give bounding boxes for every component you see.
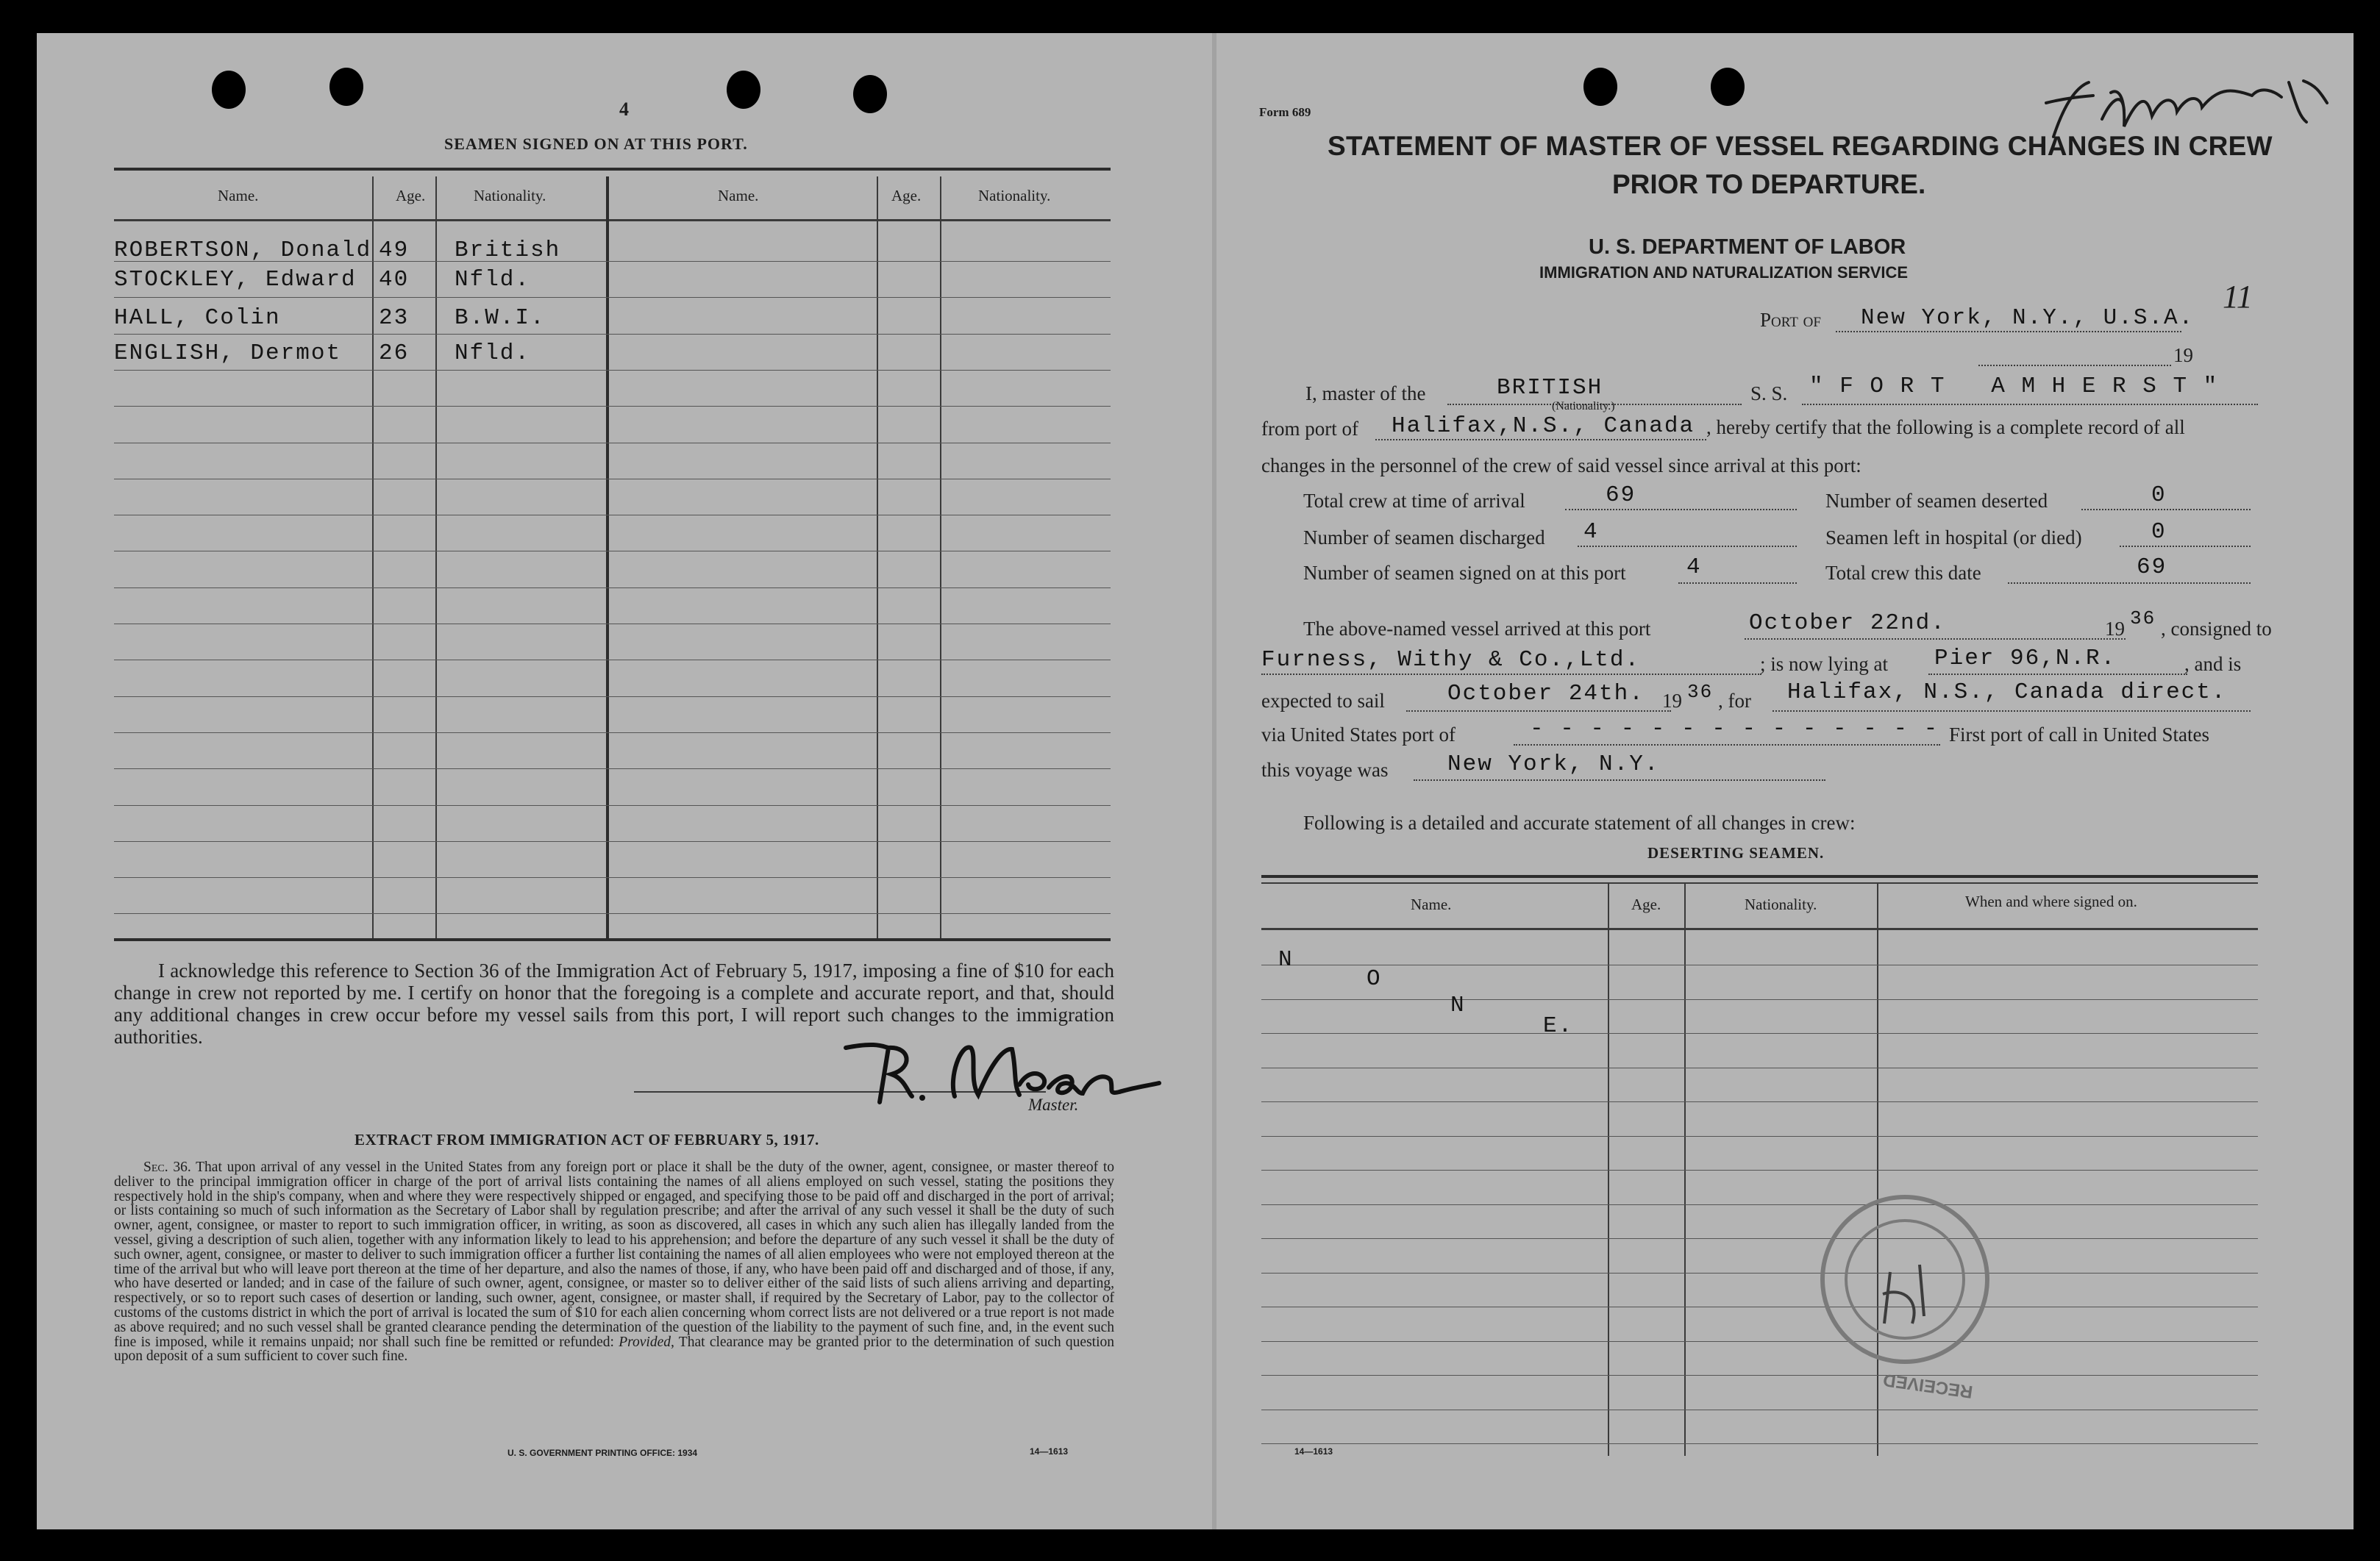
row-rule (114, 370, 1111, 371)
stamp-received-text: RECEIVED (1881, 1369, 1974, 1402)
certify-text: , hereby certify that the following is a complete record of all (1706, 416, 2185, 438)
left-hospital: 0 (2151, 519, 2167, 545)
vessel-nationality: BRITISH (1497, 375, 1603, 401)
arrived-year: 36 (2130, 607, 2156, 629)
deserting-top-rule (1261, 875, 2258, 878)
none-letter: O (1367, 966, 1382, 992)
crew-name: STOCKLEY, Edward (114, 267, 357, 293)
total-crew-arrival: 69 (1606, 482, 1636, 508)
acknowledgement-text: I acknowledge this reference to Section 36 of the Immigration Act of February 5, 1917, imposing a fine of $10 for each change in crew not reported by me. I certify on honor that the foregoing is a complete and accurate report, and that, should any additional changes in crew occur before my vessel sails from this port, I will report such changes to the immigration authorities. (114, 960, 1114, 1048)
year-line (1978, 365, 2171, 366)
first-port-value: New York, N.Y. (1447, 751, 1660, 777)
from-port-label: from port of (1261, 418, 1358, 440)
form-number: Form 689 (1259, 105, 1311, 119)
row-rule (1261, 1443, 2258, 1444)
row-rule (114, 587, 1111, 588)
first-port-line (1414, 779, 1825, 781)
col-header-nationality: Nationality. (474, 187, 546, 204)
crew-age: 26 (379, 340, 410, 366)
row-rule (1261, 1033, 2258, 1034)
department: U. S. DEPARTMENT OF LABOR (1589, 235, 1906, 259)
deserting-title: DESERTING SEAMEN. (1647, 844, 1825, 862)
row-rule (1261, 1375, 2258, 1376)
via-label: via United States port of (1261, 724, 1456, 746)
via-line (1514, 744, 1940, 746)
master-of-the-label: I, master of the (1305, 382, 1426, 404)
deserting-col-divider (1684, 882, 1686, 1456)
col-divider (877, 176, 878, 941)
sail-date: October 24th. (1447, 681, 1645, 707)
crew-name: ENGLISH, Dermot (114, 340, 342, 366)
total-crew-date-label: Total crew this date (1825, 562, 1981, 584)
punch-hole (853, 75, 887, 113)
row-rule (114, 334, 1111, 335)
none-letter: N (1450, 993, 1466, 1018)
sail-date-line (1406, 710, 1671, 712)
col-divider (606, 176, 609, 941)
deserting-col-age: Age. (1631, 896, 1661, 913)
from-port-value: Halifax,N.S., Canada (1392, 413, 1695, 439)
row-rule (1261, 1170, 2258, 1171)
table-top-rule (114, 168, 1111, 171)
destination: Halifax, N.S., Canada direct. (1787, 679, 2227, 705)
deserting-col-name: Name. (1411, 896, 1452, 913)
page-number: 4 (619, 99, 629, 120)
deserting-header-rule (1261, 928, 2258, 930)
row-rule (114, 768, 1111, 769)
row-rule (1261, 1273, 2258, 1274)
and-is-label: , and is (2184, 653, 2242, 675)
arrived-year-prefix: 19 (2105, 618, 2125, 640)
col-header-name: Name. (218, 187, 259, 204)
row-rule (114, 406, 1111, 407)
col-header-age: Age. (396, 187, 426, 204)
row-rule (114, 841, 1111, 842)
changes-text: changes in the personnel of the crew of said vessel since arrival at this port: (1261, 454, 1861, 476)
master-label: Master. (1028, 1096, 1079, 1114)
vessel-line (1802, 404, 2258, 405)
row-rule (114, 913, 1111, 914)
crew-age: 23 (379, 305, 410, 331)
received-stamp (1795, 1176, 2015, 1390)
nationality-caption: (Nationality.) (1552, 400, 1615, 412)
lying-line (1928, 674, 2187, 675)
section-36-text (114, 1160, 1114, 1364)
col-divider (372, 176, 374, 941)
seamen-deserted-label: Number of seamen deserted (1825, 490, 2048, 512)
crew-age: 40 (379, 267, 410, 293)
left-hospital-label: Seamen left in hospital (or died) (1825, 526, 2082, 549)
seamen-discharged: 4 (1583, 519, 1599, 545)
row-rule (1261, 1101, 2258, 1102)
row-rule (114, 297, 1111, 298)
col-header-age-2: Age. (891, 187, 922, 204)
total-crew-arrival-label: Total crew at time of arrival (1303, 490, 1525, 512)
total-crew-arrival-line (1565, 509, 1797, 510)
master-signature (831, 1026, 1184, 1107)
row-rule (1261, 1341, 2258, 1342)
printing-office: U. S. GOVERNMENT PRINTING OFFICE: 1934 (507, 1448, 698, 1458)
arrived-value: October 22nd. (1749, 610, 1946, 636)
seamen-deserted-line (2081, 509, 2251, 510)
page-fold (1212, 33, 1216, 1529)
arrived-line (1745, 638, 2126, 640)
col-divider (435, 176, 437, 941)
crew-age: 49 (379, 237, 410, 263)
crew-nationality: British (455, 237, 561, 263)
table-bottom-rule (114, 938, 1111, 941)
signed-on: 4 (1686, 554, 1702, 580)
port-value: New York, N.Y., U.S.A. (1861, 305, 2195, 331)
destination-line (1772, 710, 2251, 712)
handwritten-number: 11 (2223, 279, 2253, 315)
total-crew-date: 69 (2137, 554, 2167, 580)
none-letter: E. (1543, 1013, 1574, 1039)
left-form-code: 14—1613 (1030, 1446, 1069, 1457)
service: IMMIGRATION AND NATURALIZATION SERVICE (1539, 263, 1909, 282)
deserting-top-rule-2 (1261, 882, 2258, 884)
sail-year-prefix: 19 (1662, 690, 1682, 712)
from-port-line (1375, 439, 1706, 440)
consigned-label: , consigned to (2161, 618, 2272, 640)
seamen-deserted: 0 (2151, 482, 2167, 508)
for-label: , for (1718, 690, 1751, 712)
arrived-label: The above-named vessel arrived at this port (1303, 618, 1651, 640)
row-rule (1261, 1136, 2258, 1137)
port-line (1836, 331, 2181, 332)
following-text: Following is a detailed and accurate statement of all changes in crew: (1303, 812, 1856, 834)
provided-label: Provided, (619, 1334, 674, 1350)
lying-value: Pier 96,N.R. (1934, 646, 2117, 671)
sec36-body: That upon arrival of any vessel in the United States from any foreign port or place it shall be the duty of the owner, agent, consignee, or master thereof to deliver to the principal immigration officer in charge of the port of arrival lists containing the names of all aliens employed on such vessel, stating the positions they respectively hold in the ship's company, when and where they were respectively shipped or engaged, and specifying those to be paid off and discharged in the port of arrival; or lists containing so much of such information as the Secretary of Labor shall by regulation prescribe; and after the arrival of any such vessel it shall be the duty of such owner, agent, consignee, or master to report to such immigration officer, in writing, as soon as discovered, all cases in which any such alien has illegally landed from the vessel, giving a description of such alien, together with any information likely to lead to his apprehension; and before the departure of any such vessel it shall be the duty of such owner, agent, consignee, or master to deliver to such immigration officer a further list containing the names of all alien employees who were not employed thereon at the time of the arrival but who will leave port thereon at the time of her departure, and also the names of those, if any, who have been paid off and discharged and of those, if any, who have deserted or landed; and in case of the failure of such owner, agent, consignee, or master so to deliver either of the said lists of such aliens arriving and departing, respectively, or so to report such cases of desertion or landing, such owner, agent, consignee, or master shall, if required by the Secretary of Labor, pay to the collector of customs of the customs district in which the port of arrival is located the sum of $10 for each alien concerning whom correct lists are not delivered or a true report is not made as above required; and no such vessel shall be granted clearance pending the determination of the question of the liability to the payment of such fine, and, in the event such fine is imposed, while it remains unpaid; nor shall such fine be remitted or refunded: (114, 1160, 1114, 1350)
left-hospital-line (2120, 546, 2251, 547)
row-rule (114, 732, 1111, 733)
row-rule (114, 805, 1111, 806)
total-crew-date-line (2008, 582, 2251, 584)
crew-name: ROBERTSON, Donald (114, 237, 372, 263)
seamen-discharged-line (1578, 546, 1797, 547)
row-rule (114, 696, 1111, 697)
punch-hole (1711, 68, 1745, 106)
col-header-name-2: Name. (718, 187, 759, 204)
signed-on-label: Number of seamen signed on at this port (1303, 562, 1626, 584)
header-rule (114, 219, 1111, 221)
sec36-label: Sec. 36. (143, 1160, 191, 1175)
crew-nationality: Nfld. (455, 267, 531, 293)
seamen-discharged-label: Number of seamen discharged (1303, 526, 1545, 549)
via-value: - - - - - - - - - - - - - - (1530, 716, 1939, 742)
signed-on-line (1678, 582, 1797, 584)
provided-text: That clearance may be granted prior to the determination of such question upon deposit of a sum sufficient to cover such fine. (114, 1334, 1115, 1365)
row-rule (1261, 999, 2258, 1000)
row-rule (1261, 1238, 2258, 1239)
consignee-line (1261, 674, 1761, 675)
col-header-nationality-2: Nationality. (978, 187, 1051, 204)
punch-hole (212, 71, 246, 109)
consignee: Furness, Withy & Co.,Ltd. (1261, 647, 1641, 673)
punch-hole (1583, 68, 1617, 106)
year-label: 19 (2173, 344, 2193, 366)
deserting-col-nationality: Nationality. (1745, 896, 1817, 913)
punch-hole (329, 68, 363, 106)
ss-label: S. S. (1750, 382, 1788, 404)
first-port-label: First port of call in United States (1949, 724, 2209, 746)
right-form-code: 14—1613 (1294, 1446, 1333, 1457)
deserting-col-divider (1608, 882, 1609, 1456)
none-letter: N (1278, 947, 1294, 973)
crew-nationality: B.W.I. (455, 305, 546, 331)
extract-title: EXTRACT FROM IMMIGRATION ACT OF FEBRUARY 5, 1917. (354, 1131, 819, 1149)
punch-hole (727, 71, 760, 109)
lying-label: ; is now lying at (1760, 653, 1888, 675)
this-voyage-label: this voyage was (1261, 759, 1389, 781)
crew-nationality: Nfld. (455, 340, 531, 366)
vessel-name: " F O R T A M H E R S T " (1809, 374, 2219, 399)
deserting-col-signed-on: When and where signed on. (1965, 893, 2137, 910)
port-label: Port of (1760, 309, 1821, 331)
sail-year: 36 (1687, 681, 1714, 703)
row-rule (114, 877, 1111, 878)
col-divider (940, 176, 941, 941)
section-title: SEAMEN SIGNED ON AT THIS PORT. (444, 135, 748, 153)
expected-label: expected to sail (1261, 690, 1385, 712)
row-rule (1261, 1204, 2258, 1205)
crew-name: HALL, Colin (114, 305, 281, 331)
form-title-line1: STATEMENT OF MASTER OF VESSEL REGARDING CHANGES IN CREW (1328, 131, 2273, 161)
form-title-line2: PRIOR TO DEPARTURE. (1612, 169, 1926, 199)
